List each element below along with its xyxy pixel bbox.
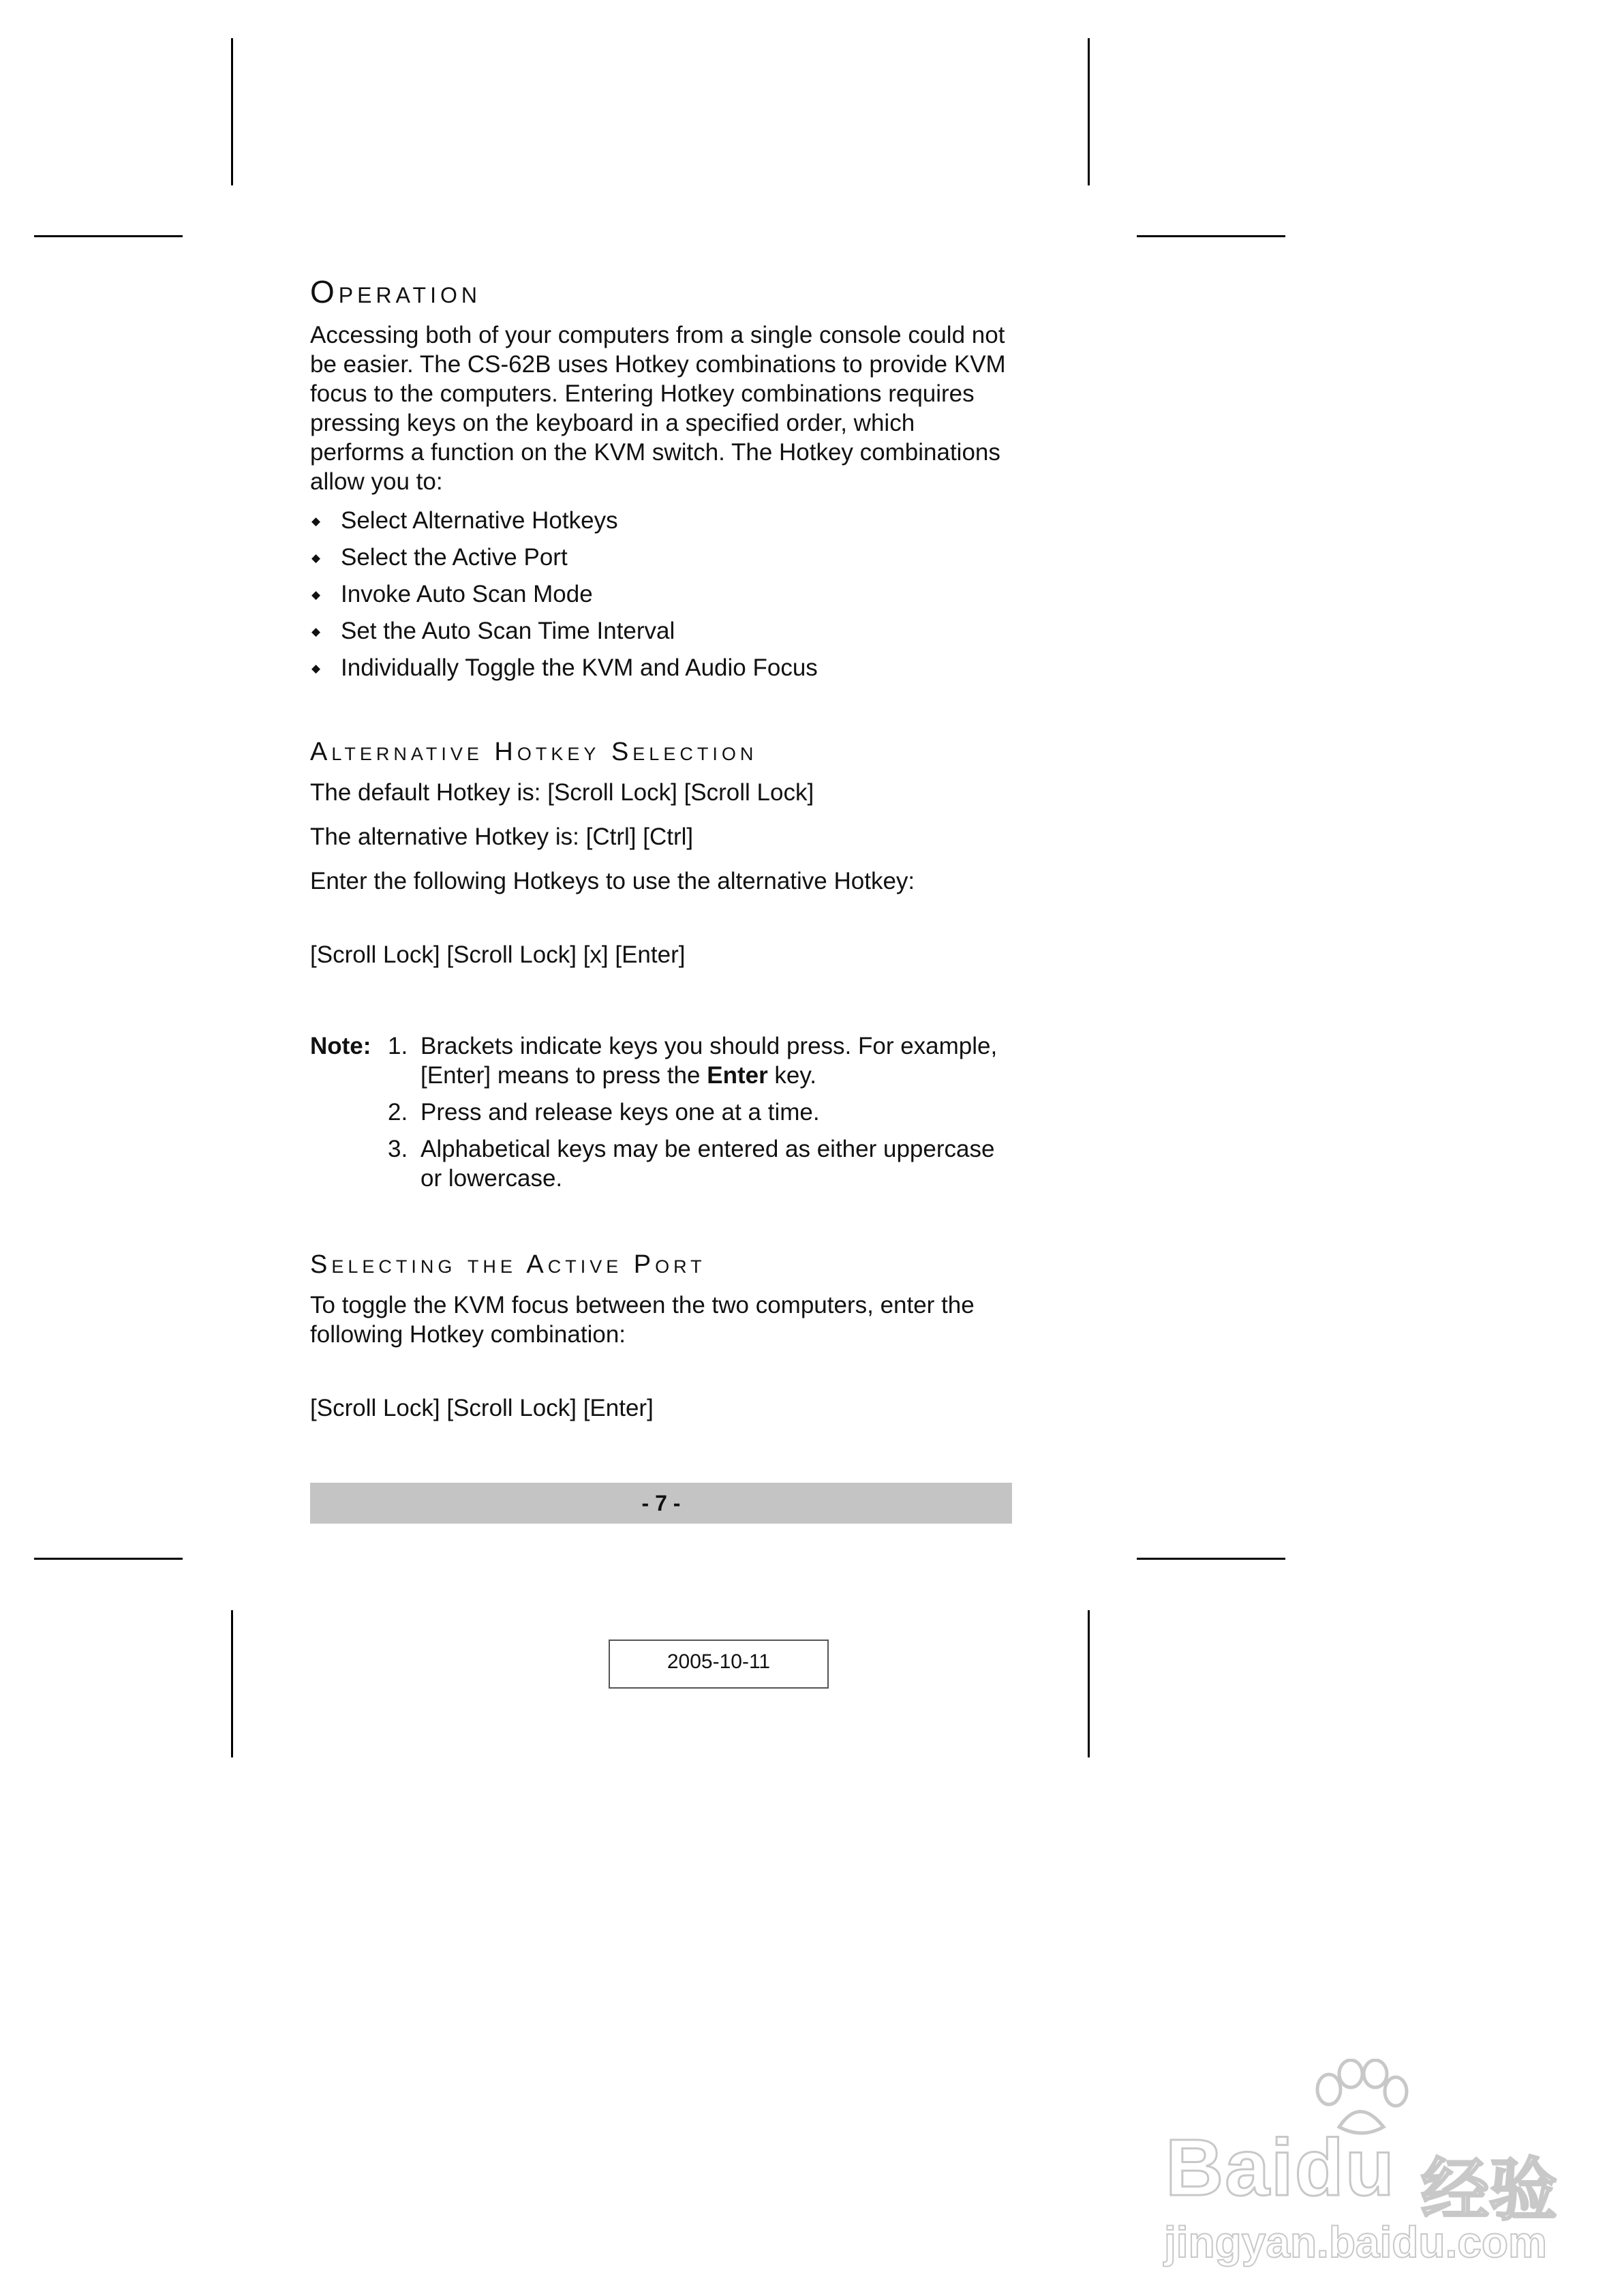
page-content: [310, 273, 1012, 1423]
page-number: - 7 -: [641, 1491, 681, 1515]
watermark-chinese-text: 经验: [1421, 2152, 1557, 2229]
intro-paragraph: Accessing both of your computers from a single console could not be easier. The CS-62B uses Hotkey combinations to provide KVM focus to the computers. Entering Hotkey combinations requires pressing keys on the keyboard in a specified order, which performs a function on the KVM switch. The Hotkey combinations allow you to:: [310, 322, 1006, 495]
crop-mark-bottom-left-horizontal: [34, 1558, 183, 1560]
section-heading-alternative-hotkey: Alternative Hotkey Selection: [310, 738, 758, 766]
crop-mark-top-right-vertical: [1088, 38, 1090, 185]
note-number: 2.: [388, 1099, 408, 1126]
note-item: [388, 1098, 1012, 1127]
default-hotkey-line: The default Hotkey is: [Scroll Lock] [Scroll Lock]: [310, 779, 814, 806]
note-item: [388, 1134, 1012, 1193]
note-number: 3.: [388, 1136, 408, 1162]
enter-hotkeys-line: Enter the following Hotkeys to use the alternative Hotkey:: [310, 868, 915, 894]
crop-mark-top-left-vertical: [231, 38, 233, 185]
page-number-bar: [310, 1483, 1012, 1524]
note-text: Brackets indicate keys you should press. For example, [Enter] means to press the Enter key.: [420, 1033, 998, 1089]
crop-mark-bottom-right-vertical: [1088, 1610, 1090, 1757]
hotkey-function-list: [310, 506, 1012, 682]
alternative-hotkey-sequence: [Scroll Lock] [Scroll Lock] [x] [Enter]: [310, 941, 686, 968]
note-label: Note:: [310, 1033, 371, 1059]
alternative-hotkey-line: The alternative Hotkey is: [Ctrl] [Ctrl]: [310, 824, 694, 850]
date-text: 2005-10-11: [667, 1650, 771, 1673]
crop-mark-bottom-right-horizontal: [1137, 1558, 1285, 1560]
crop-mark-bottom-left-vertical: [231, 1610, 233, 1757]
note-text: Alphabetical keys may be entered as either uppercase or lowercase.: [420, 1136, 995, 1192]
list-item: ◆ Select the Active Port: [310, 543, 1012, 572]
note-list: [388, 1031, 1012, 1200]
list-item: ◆ Invoke Auto Scan Mode: [310, 579, 1012, 609]
active-port-paragraph: To toggle the KVM focus between the two computers, enter the following Hotkey combination:: [310, 1292, 975, 1348]
enter-key-emphasis: Enter: [707, 1062, 768, 1089]
note-block: [310, 1031, 1012, 1200]
section-heading-active-port: Selecting the Active Port: [310, 1250, 706, 1279]
list-item: ◆ Set the Auto Scan Time Interval: [310, 616, 1012, 646]
crop-mark-top-left-horizontal: [34, 235, 183, 237]
note-item: [388, 1031, 1012, 1090]
note-text: Press and release keys one at a time.: [420, 1099, 820, 1126]
note-number: 1.: [388, 1033, 408, 1059]
section-title-operation: Operation: [310, 274, 481, 309]
list-item: ◆ Individually Toggle the KVM and Audio Focus: [310, 653, 1012, 682]
active-port-sequence: [Scroll Lock] [Scroll Lock] [Enter]: [310, 1395, 654, 1421]
list-item: ◆ Select Alternative Hotkeys: [310, 506, 1012, 535]
watermark-url: jingyan.baidu.com: [1164, 2218, 1547, 2267]
crop-mark-top-right-horizontal: [1137, 235, 1285, 237]
date-box: [609, 1640, 829, 1689]
watermark-logo-text: Baidu: [1165, 2123, 1396, 2213]
baidu-jingyan-watermark: [1152, 2059, 1561, 2270]
